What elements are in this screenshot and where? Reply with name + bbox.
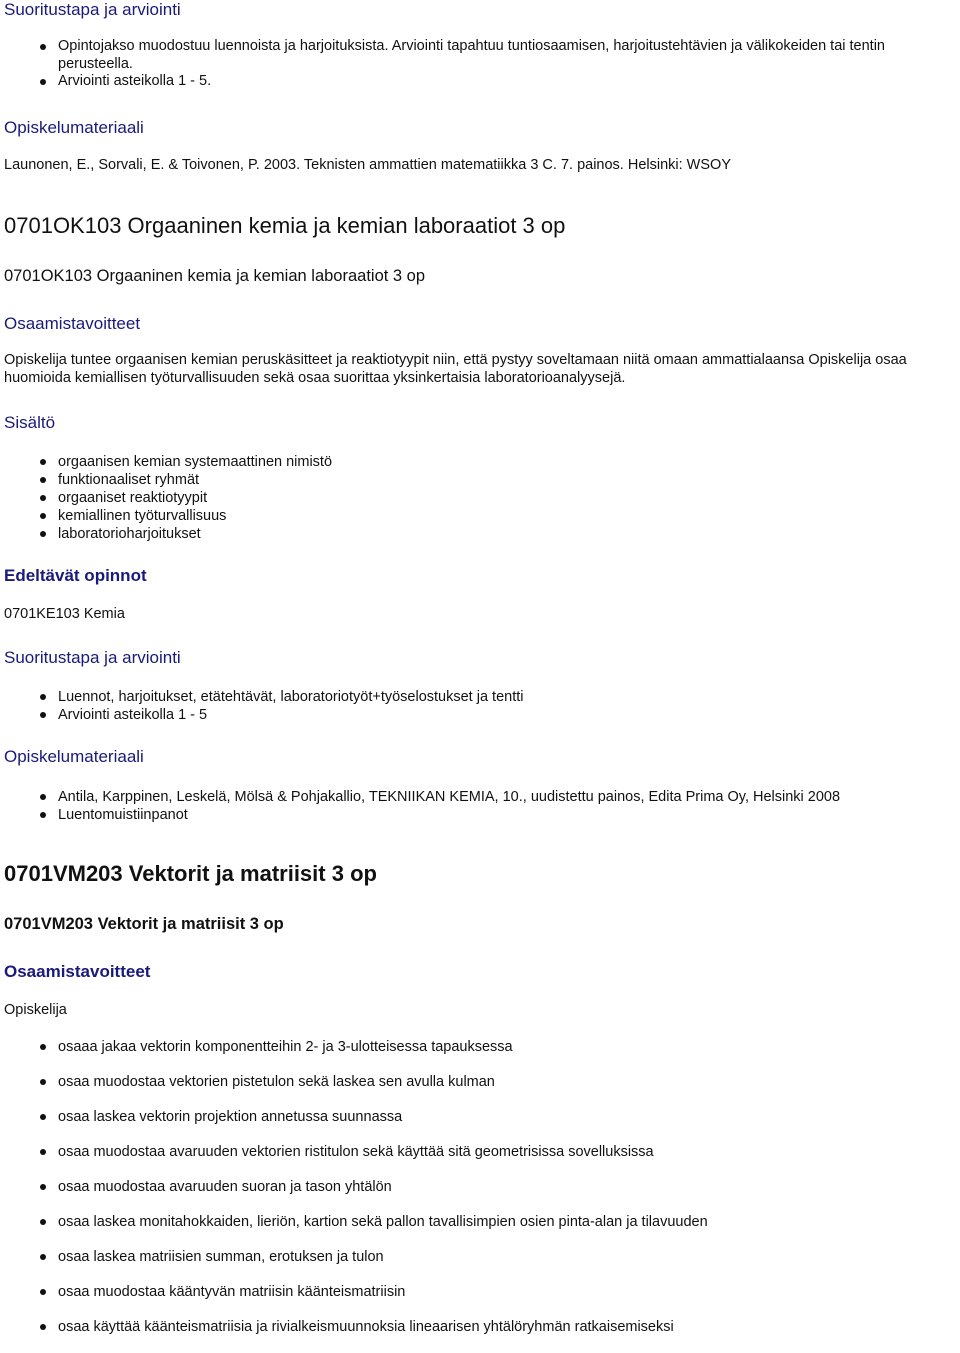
list-item: osaa muodostaa kääntyvän matriisin käänteismatriisin bbox=[0, 1283, 960, 1301]
section-heading-assessment: Suoritustapa ja arviointi bbox=[4, 0, 181, 19]
section-heading-material: Opiskelumateriaali bbox=[4, 118, 144, 137]
assessment-list bbox=[0, 688, 960, 724]
list-item: osaa muodostaa vektorien pistetulon sekä laskea sen avulla kulman bbox=[0, 1073, 960, 1091]
section-heading-goals: Osaamistavoitteet bbox=[4, 314, 141, 333]
list-item: Luentomuistiinpanot bbox=[0, 806, 960, 824]
list-item: laboratorioharjoitukset bbox=[0, 525, 960, 543]
goals-intro: Opiskelija bbox=[4, 1002, 67, 1018]
goals-list bbox=[0, 1038, 960, 1353]
course-title: 0701VM203 Vektorit ja matriisit 3 op bbox=[4, 861, 377, 886]
section-heading-goals: Osaamistavoitteet bbox=[4, 962, 151, 981]
course-title: 0701OK103 Orgaaninen kemia ja kemian laboraatiot 3 op bbox=[4, 213, 566, 238]
list-item: kemiallinen työturvallisuus bbox=[0, 507, 960, 525]
list-item: orgaanisen kemian systemaattinen nimistö bbox=[0, 453, 960, 471]
section-heading-material: Opiskelumateriaali bbox=[4, 747, 144, 766]
goals-text: Opiskelija tuntee orgaanisen kemian peruskäsitteet ja reaktiotyypit niin, että pystyy soveltamaan niitä omaan ammattialaansa Opiskelija osaa huomioida kemiallisen työturvallisuuden sekä osaa suorittaa yksinkertaisia laboratorioanalyysejä. bbox=[4, 352, 907, 386]
list-item: osaa laskea matriisien summan, erotuksen ja tulon bbox=[0, 1248, 960, 1266]
list-item: osaa laskea monitahokkaiden, lieriön, kartion sekä pallon tavallisimpien osien pinta-alan ja tilavuuden bbox=[0, 1213, 960, 1231]
list-item: Luennot, harjoitukset, etätehtävät, laboratoriotyöt+työselostukset ja tentti bbox=[0, 688, 960, 706]
list-item: osaa käyttää käänteismatriisia ja rivialkeismuunnoksia lineaarisen yhtälöryhmän ratkaisemiseksi bbox=[0, 1318, 960, 1336]
section-heading-assessment: Suoritustapa ja arviointi bbox=[4, 648, 181, 667]
section-heading-content: Sisältö bbox=[4, 413, 56, 432]
material-list bbox=[0, 788, 960, 824]
course-subtitle: 0701VM203 Vektorit ja matriisit 3 op bbox=[4, 915, 284, 933]
material-text: Launonen, E., Sorvali, E. & Toivonen, P. 2003. Teknisten ammattien matematiikka 3 C. 7. painos. Helsinki: WSOY bbox=[4, 157, 731, 173]
list-item: Antila, Karppinen, Leskelä, Mölsä & Pohjakallio, TEKNIIKAN KEMIA, 10., uudistettu painos, Edita Prima Oy, Helsinki 2008 bbox=[0, 788, 960, 806]
list-item: osaaa jakaa vektorin komponentteihin 2- ja 3-ulotteisessa tapauksessa bbox=[0, 1038, 960, 1056]
list-item: Arviointi asteikolla 1 - 5 bbox=[0, 706, 960, 724]
list-item: osaa muodostaa avaruuden suoran ja tason yhtälön bbox=[0, 1178, 960, 1196]
list-item: Opintojakso muodostuu luennoista ja harjoituksista. Arviointi tapahtuu tuntiosaamisen, harjoitustehtävien ja välikokeiden tai tentin perusteella. bbox=[0, 38, 948, 73]
list-item: funktionaaliset ryhmät bbox=[0, 471, 960, 489]
list-item: orgaaniset reaktiotyypit bbox=[0, 489, 960, 507]
list-item: Arviointi asteikolla 1 - 5. bbox=[0, 73, 960, 91]
list-item: osaa laskea vektorin projektion annetussa suunnassa bbox=[0, 1108, 960, 1126]
course-subtitle: 0701OK103 Orgaaninen kemia ja kemian laboraatiot 3 op bbox=[4, 267, 426, 285]
assessment-list bbox=[0, 38, 960, 91]
section-heading-prerequisites: Edeltävät opinnot bbox=[4, 566, 147, 585]
list-item: osaa muodostaa avaruuden vektorien ristitulon sekä käyttää sitä geometrisissa sovelluksissa bbox=[0, 1143, 960, 1161]
content-list bbox=[0, 453, 960, 543]
prerequisites-text: 0701KE103 Kemia bbox=[4, 606, 125, 622]
